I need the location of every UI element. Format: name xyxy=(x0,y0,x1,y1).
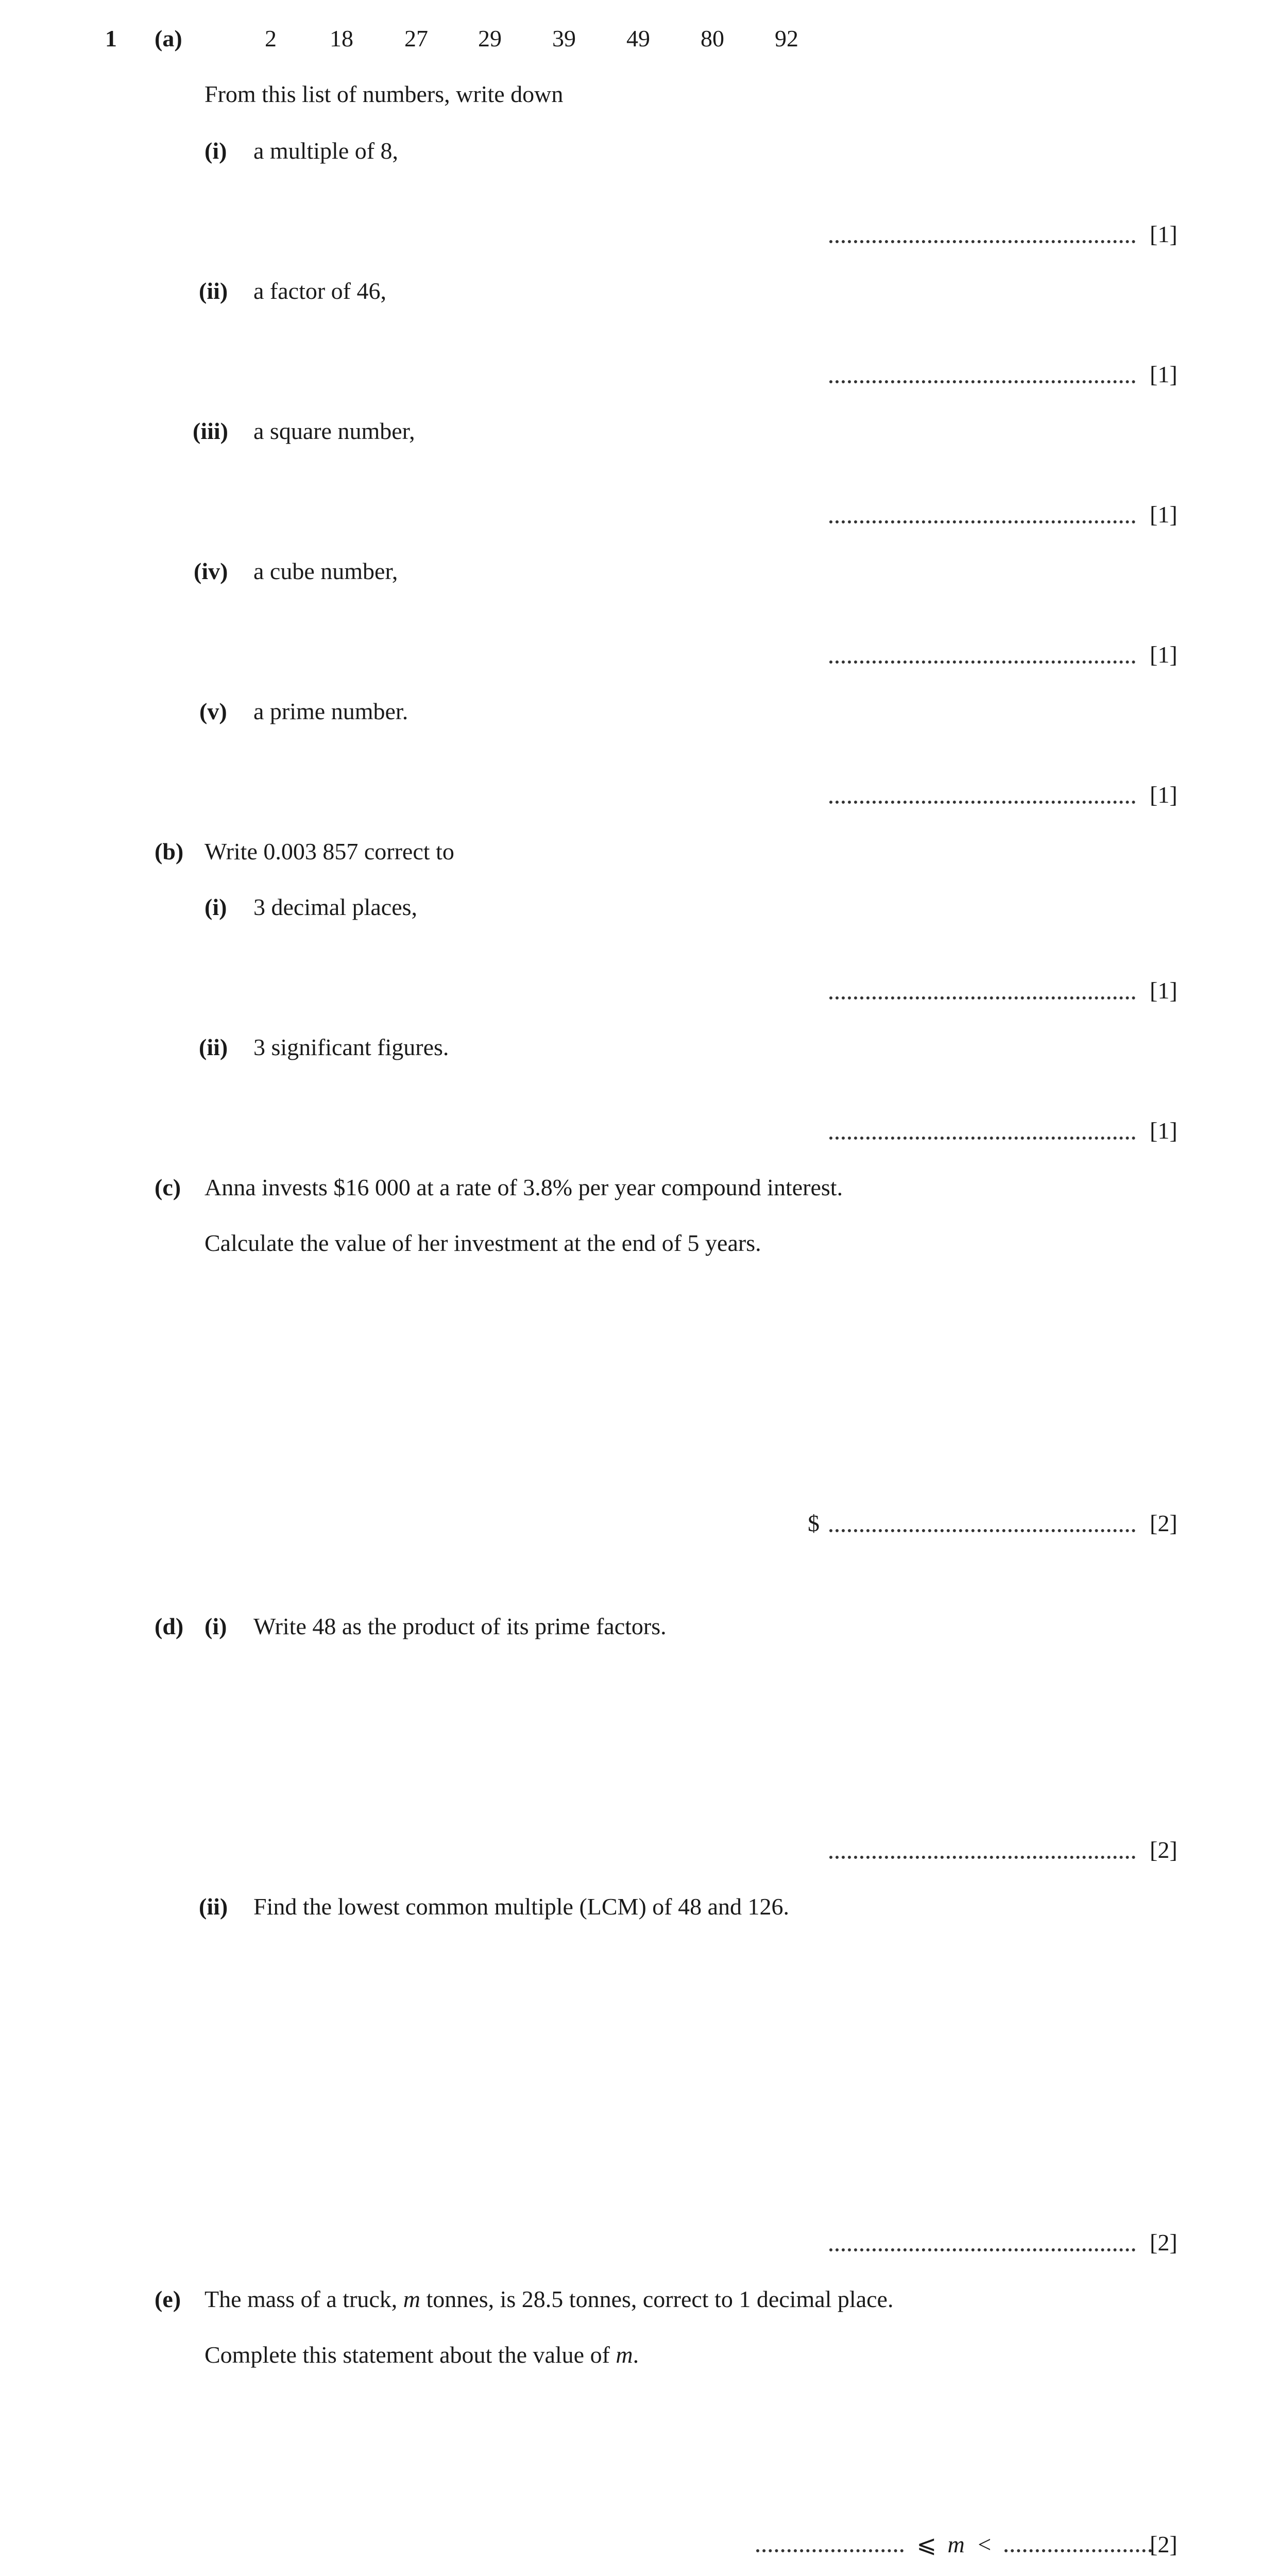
part-c-label: (c) xyxy=(155,1174,181,1200)
subpart-label: (v) xyxy=(199,698,227,724)
variable-m: m xyxy=(616,2342,633,2368)
subpart-label: (iv) xyxy=(194,558,228,584)
number-list-item: 18 xyxy=(330,25,353,52)
part-e-line2-text: Complete this statement about the value of xyxy=(205,2342,616,2368)
number-list-item: 39 xyxy=(552,25,576,52)
number-list xyxy=(0,27,876,53)
subpart-label: (i) xyxy=(205,1613,227,1639)
subpart-label: (i) xyxy=(205,138,227,164)
mark-allocation: [2] xyxy=(1150,1837,1178,1863)
answer-line-a-ii[interactable] xyxy=(829,380,1135,383)
le-symbol: ⩽ xyxy=(916,2531,937,2557)
subpart-text: a prime number. xyxy=(253,698,408,724)
part-b-intro: Write 0.003 857 correct to xyxy=(205,838,454,865)
subpart-label: (ii) xyxy=(199,278,228,304)
mark-allocation: [1] xyxy=(1150,501,1178,528)
subpart-text: a cube number, xyxy=(253,558,398,584)
answer-line-b-i[interactable] xyxy=(829,996,1135,999)
part-e-line2-text: . xyxy=(633,2342,639,2368)
mark-allocation: [2] xyxy=(1150,2229,1178,2256)
mark-allocation: [1] xyxy=(1150,782,1178,808)
question-number: 1 xyxy=(105,25,117,52)
mark-allocation: [1] xyxy=(1150,361,1178,387)
part-b-label: (b) xyxy=(155,838,184,865)
answer-line-d-i[interactable] xyxy=(829,1856,1135,1859)
currency-symbol: $ xyxy=(808,1510,820,1536)
part-e-line1-text: The mass of a truck, xyxy=(205,2286,403,2312)
mark-allocation: [1] xyxy=(1150,221,1178,247)
subpart-label: (iii) xyxy=(193,418,228,444)
subpart-text: 3 decimal places, xyxy=(253,894,418,920)
subpart-label: (i) xyxy=(205,894,227,920)
part-d-label: (d) xyxy=(155,1613,184,1639)
mark-allocation: [1] xyxy=(1150,977,1178,1004)
part-a-intro: From this list of numbers, write down xyxy=(205,81,564,107)
answer-line-a-iv[interactable] xyxy=(829,660,1135,664)
part-a-label: (a) xyxy=(155,25,182,52)
subpart-text: Find the lowest common multiple (LCM) of 48 and 126. xyxy=(253,1893,790,1920)
mark-allocation: [1] xyxy=(1150,641,1178,668)
part-c-line2: Calculate the value of her investment at the end of 5 years. xyxy=(205,1230,761,1256)
answer-line-a-v[interactable] xyxy=(829,801,1135,804)
number-list-item: 27 xyxy=(404,25,428,52)
subpart-label: (ii) xyxy=(199,1893,228,1920)
answer-line-upper-bound[interactable] xyxy=(1004,2549,1152,2552)
inequality-statement xyxy=(756,2533,1152,2556)
number-list-item: 2 xyxy=(265,25,277,52)
number-list-item: 29 xyxy=(478,25,502,52)
subpart-text: a square number, xyxy=(253,418,415,444)
mark-allocation: [2] xyxy=(1150,1510,1178,1536)
answer-line-c[interactable] xyxy=(829,1529,1135,1532)
variable-m: m xyxy=(947,2531,965,2557)
number-list-item: 80 xyxy=(701,25,724,52)
part-e-label: (e) xyxy=(155,2286,181,2312)
variable-m: m xyxy=(403,2286,421,2312)
subpart-text: a multiple of 8, xyxy=(253,138,399,164)
part-c-line1: Anna invests $16 000 at a rate of 3.8% per year compound interest. xyxy=(205,1174,843,1200)
answer-line-b-ii[interactable] xyxy=(829,1137,1135,1140)
part-e-line1-text: tonnes, is 28.5 tonnes, correct to 1 decimal place. xyxy=(420,2286,894,2312)
answer-line-lower-bound[interactable] xyxy=(756,2549,904,2552)
number-list-item: 92 xyxy=(775,25,798,52)
answer-line-d-ii[interactable] xyxy=(829,2248,1135,2251)
number-list-item: 49 xyxy=(626,25,650,52)
answer-line-a-i[interactable] xyxy=(829,240,1135,243)
mark-allocation: [1] xyxy=(1150,1117,1178,1144)
subpart-text: a factor of 46, xyxy=(253,278,386,304)
part-e-line2 xyxy=(205,2343,639,2367)
subpart-text: Write 48 as the product of its prime factors. xyxy=(253,1613,667,1639)
part-e-line1 xyxy=(205,2287,893,2311)
subpart-label: (ii) xyxy=(199,1034,228,1060)
lt-symbol: < xyxy=(978,2531,992,2557)
answer-line-a-iii[interactable] xyxy=(829,520,1135,523)
subpart-text: 3 significant figures. xyxy=(253,1034,449,1060)
mark-allocation: [2] xyxy=(1150,2531,1178,2557)
